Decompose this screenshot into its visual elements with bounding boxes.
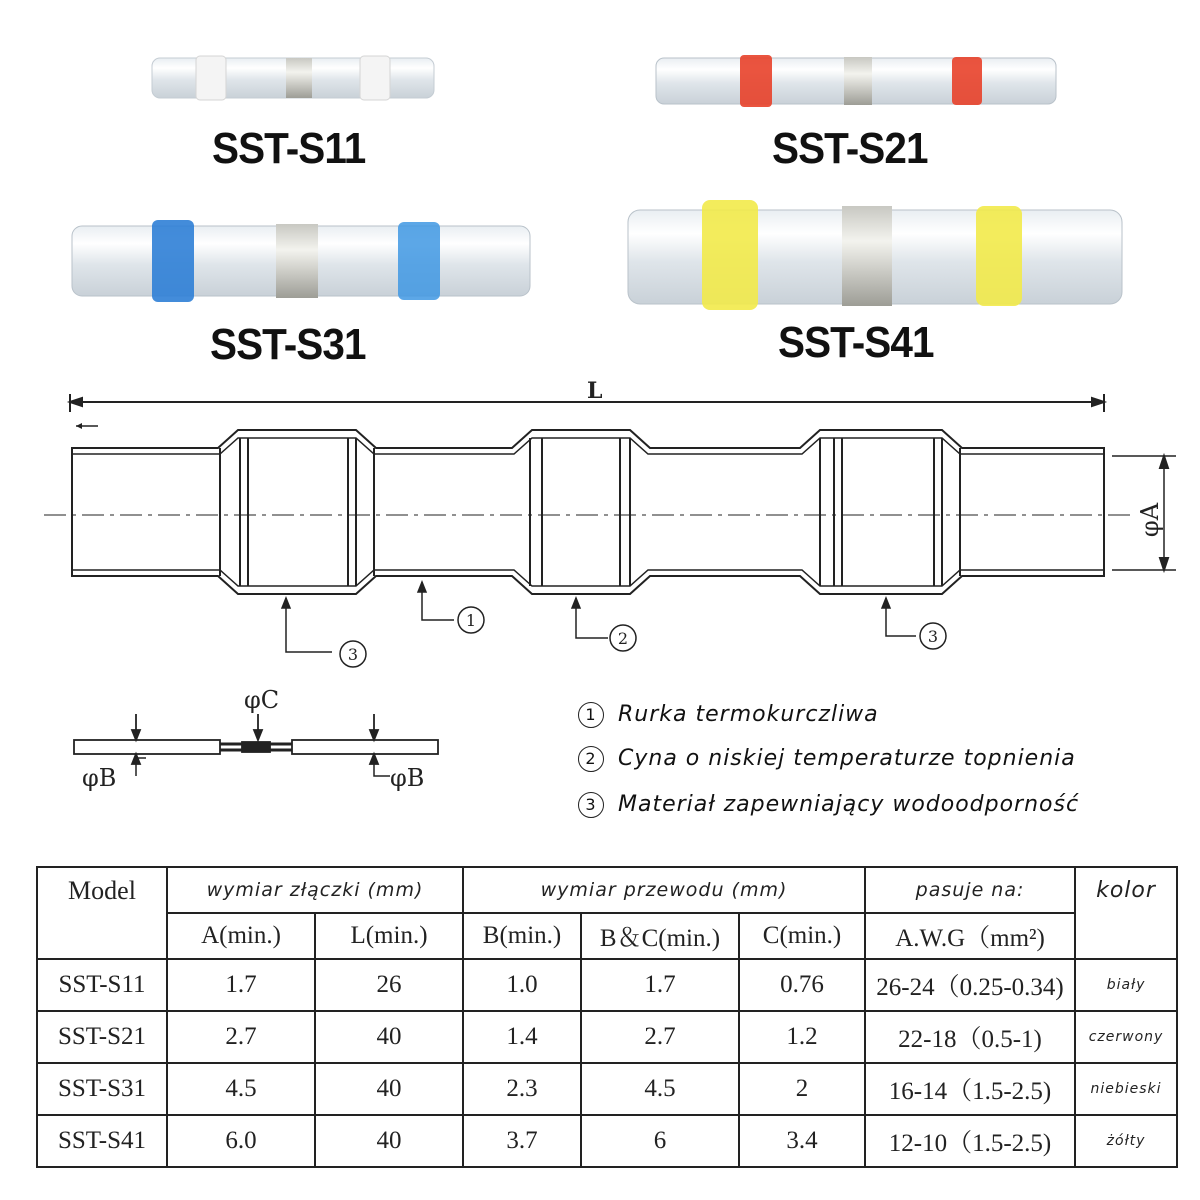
cell-b: 1.4 — [463, 1011, 581, 1063]
subheader-empty — [37, 913, 167, 959]
cell-c: 0.76 — [739, 959, 865, 1011]
sealant-band — [360, 56, 390, 100]
cell-l: 40 — [315, 1115, 463, 1167]
technical-drawing — [0, 370, 1200, 670]
callout-1: 1 — [465, 611, 477, 630]
table-row — [37, 1063, 1177, 1115]
callout-3-right: 3 — [927, 627, 939, 646]
legend-number: 2 — [578, 746, 604, 772]
product-illustrations — [0, 0, 1200, 380]
subheader-b: B(min.) — [463, 913, 581, 959]
table-row — [37, 1115, 1177, 1167]
table-row — [37, 959, 1177, 1011]
cell-model: SST-S21 — [37, 1011, 167, 1063]
model-title-s41: SST-S41 — [778, 318, 934, 367]
cell-awg: 26-24（0.25-0.34) — [865, 959, 1075, 1011]
diameter-a-label: φA — [1136, 502, 1164, 538]
cell-color: żółty — [1075, 1115, 1177, 1167]
callout-leaders — [282, 582, 916, 652]
cell-b: 2.3 — [463, 1063, 581, 1115]
sealant-band — [702, 200, 758, 310]
legend-number: 1 — [578, 702, 604, 728]
subheader-empty — [1075, 913, 1177, 959]
callout-3-left: 3 — [347, 645, 359, 664]
sealant-band — [398, 222, 440, 300]
wire-detail-drawing — [40, 684, 480, 804]
legend-item-2 — [578, 746, 1076, 772]
table-subheader-row — [37, 913, 1177, 959]
cell-l: 40 — [315, 1063, 463, 1115]
callout-markers — [340, 607, 946, 667]
connector-photo-s31 — [72, 220, 530, 302]
cell-color: czerwony — [1075, 1011, 1177, 1063]
subheader-a: A(min.) — [167, 913, 315, 959]
table-row — [37, 1011, 1177, 1063]
cell-l: 26 — [315, 959, 463, 1011]
sealant-band — [740, 55, 772, 107]
legend-item-1 — [578, 702, 879, 728]
sealant-band — [976, 206, 1022, 306]
length-label: L — [587, 378, 603, 404]
diameter-b-label-right: φB — [390, 764, 425, 792]
model-title-s31: SST-S31 — [210, 320, 366, 369]
table-header-row — [37, 867, 1177, 913]
sealant-band — [152, 220, 194, 302]
connector-outline — [44, 430, 1130, 594]
cell-awg: 12-10（1.5-2.5) — [865, 1115, 1075, 1167]
cell-bc: 2.7 — [581, 1011, 739, 1063]
subheader-c: C(min.) — [739, 913, 865, 959]
header-connector-size: wymiar złączki (mm) — [167, 867, 463, 913]
subheader-awg: A.W.G（mm²) — [865, 913, 1075, 959]
callout-2: 2 — [617, 629, 629, 648]
legend-number: 3 — [578, 792, 604, 818]
diameter-c-label: φC — [244, 686, 280, 714]
legend-text: Rurka termokurczliwa — [618, 702, 879, 727]
solder-band — [844, 57, 872, 105]
cell-bc: 1.7 — [581, 959, 739, 1011]
cell-l: 40 — [315, 1011, 463, 1063]
cell-model: SST-S31 — [37, 1063, 167, 1115]
cell-color: biały — [1075, 959, 1177, 1011]
header-fits: pasuje na: — [865, 867, 1075, 913]
connector-photo-s21 — [656, 55, 1056, 107]
cell-b: 3.7 — [463, 1115, 581, 1167]
cell-a: 6.0 — [167, 1115, 315, 1167]
cell-c: 2 — [739, 1063, 865, 1115]
model-title-s21: SST-S21 — [772, 124, 928, 173]
cell-model: SST-S11 — [37, 959, 167, 1011]
header-model: Model — [37, 867, 167, 913]
cell-a: 2.7 — [167, 1011, 315, 1063]
legend-text: Materiał zapewniający wodoodporność — [618, 792, 1080, 817]
solder-band — [276, 224, 318, 298]
cell-c: 1.2 — [739, 1011, 865, 1063]
cell-awg: 16-14（1.5-2.5) — [865, 1063, 1075, 1115]
sealant-band — [196, 56, 226, 100]
cell-a: 4.5 — [167, 1063, 315, 1115]
cell-a: 1.7 — [167, 959, 315, 1011]
connector-photo-s11 — [152, 56, 434, 100]
solder-band — [286, 58, 312, 98]
cell-bc: 4.5 — [581, 1063, 739, 1115]
cell-awg: 22-18（0.5-1) — [865, 1011, 1075, 1063]
legend-text: Cyna o niskiej temperaturze topnienia — [618, 746, 1076, 771]
cell-bc: 6 — [581, 1115, 739, 1167]
subheader-bc: B＆C(min.) — [581, 913, 739, 959]
cell-color: niebieski — [1075, 1063, 1177, 1115]
cell-model: SST-S41 — [37, 1115, 167, 1167]
solder-band — [842, 206, 892, 306]
legend-item-3 — [578, 792, 1079, 818]
model-title-s11: SST-S11 — [212, 124, 366, 173]
header-color: kolor — [1075, 867, 1177, 913]
header-wire-size: wymiar przewodu (mm) — [463, 867, 865, 913]
cell-c: 3.4 — [739, 1115, 865, 1167]
diameter-b-label-left: φB — [82, 764, 117, 792]
connector-photo-s41 — [628, 200, 1122, 310]
sealant-band — [952, 57, 982, 105]
cell-b: 1.0 — [463, 959, 581, 1011]
subheader-l: L(min.) — [315, 913, 463, 959]
spec-table — [36, 866, 1178, 1168]
